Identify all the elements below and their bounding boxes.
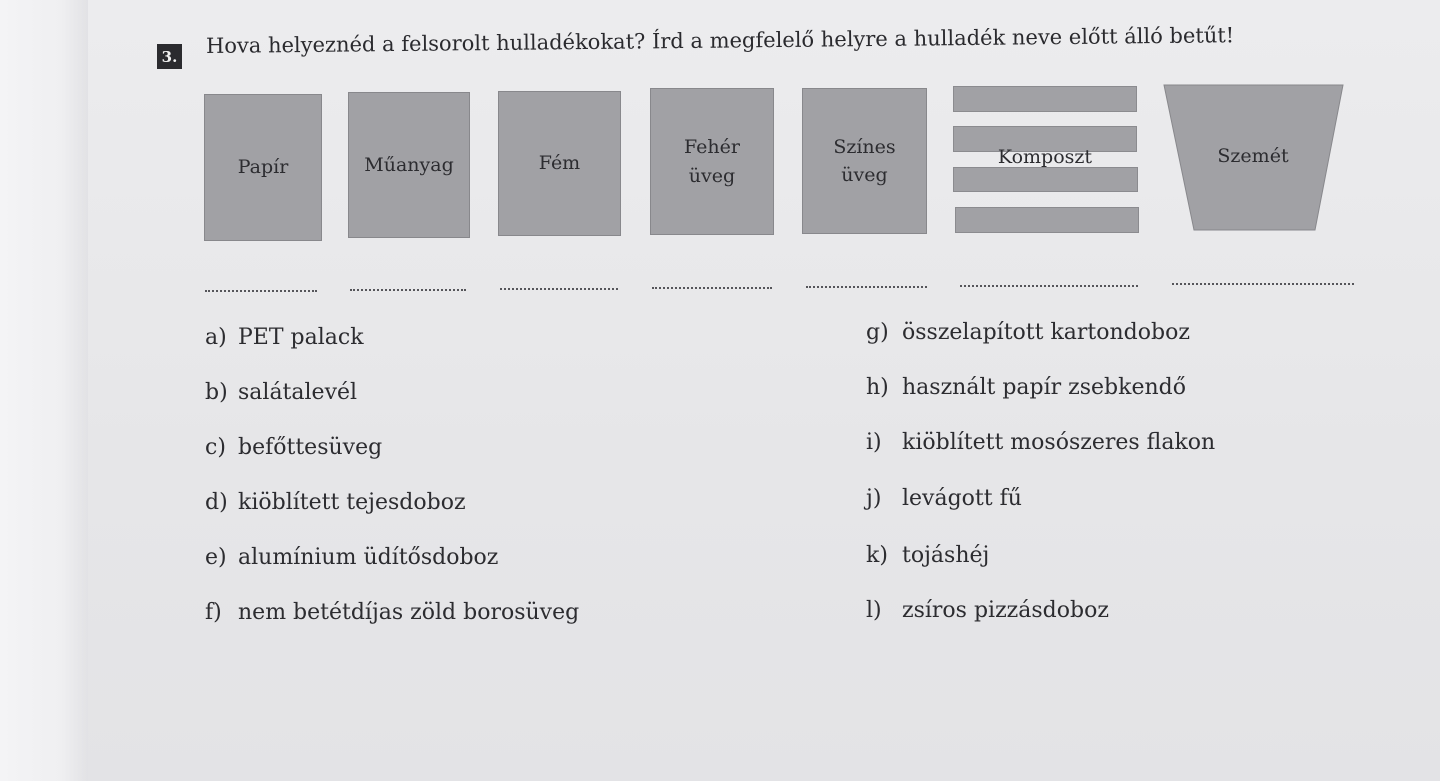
list-item — [866, 320, 1190, 345]
bin-label-muanyag: Műanyag — [364, 153, 454, 176]
item-letter: c) — [205, 435, 226, 460]
item-letter: l) — [866, 598, 882, 623]
list-item — [866, 543, 989, 568]
bin-papir — [204, 94, 322, 241]
list-item — [866, 430, 1215, 455]
compost-bar-1 — [953, 86, 1137, 112]
bin-fem — [498, 91, 621, 236]
item-text: tojáshéj — [902, 543, 990, 568]
bin-label-feher-line1: Fehér — [684, 136, 740, 158]
item-letter: a) — [205, 325, 227, 350]
task-question: Hova helyeznéd a felsorolt hulladékokat? Írd a megfelelő helyre a hulladék neve előtt álló betűt! — [205, 23, 1235, 58]
item-text: nem betétdíjas zöld borosüveg — [238, 600, 580, 625]
item-text: összelapított kartondoboz — [902, 320, 1190, 345]
bin-label-szemet: Szemét — [1217, 145, 1289, 167]
bin-label-komposzt: Komposzt — [997, 146, 1093, 168]
bin-label-szines-line1: Színes — [833, 135, 896, 158]
item-text: kiöblített mosószeres flakon — [902, 430, 1216, 455]
answer-line-feher-uveg[interactable] — [652, 287, 772, 289]
bin-label-fem: Fém — [538, 152, 581, 175]
item-text: zsíros pizzásdoboz — [902, 598, 1109, 623]
list-item — [866, 486, 1022, 511]
item-letter: j) — [866, 486, 882, 511]
list-item — [205, 325, 364, 350]
item-letter: e) — [205, 545, 227, 570]
answer-line-muanyag[interactable] — [350, 289, 466, 291]
list-item — [205, 435, 382, 460]
item-text: befőttesüveg — [238, 435, 383, 460]
answer-line-komposzt[interactable] — [960, 285, 1138, 287]
item-text: PET palack — [238, 325, 364, 350]
bin-label-szines-uveg — [833, 133, 895, 190]
item-text: levágott fű — [902, 486, 1022, 511]
item-letter: g) — [866, 320, 889, 345]
bin-feher-uveg — [650, 88, 774, 235]
answer-line-szemet[interactable] — [1172, 283, 1354, 285]
item-letter: i) — [866, 430, 882, 455]
list-item — [205, 490, 466, 515]
item-letter: f) — [205, 600, 222, 625]
item-letter: b) — [205, 380, 228, 405]
item-text: salátalevél — [238, 380, 358, 405]
bin-szines-uveg — [802, 88, 927, 234]
item-text: kiöblített tejesdoboz — [238, 490, 466, 515]
task-number-badge: 3. — [157, 44, 182, 69]
answer-line-fem[interactable] — [500, 288, 618, 290]
page-margin-strip — [0, 0, 88, 781]
answer-line-szines-uveg[interactable] — [806, 286, 927, 288]
list-item — [866, 375, 1186, 400]
list-item — [205, 545, 498, 570]
item-letter: k) — [866, 543, 888, 568]
item-letter: h) — [866, 375, 889, 400]
list-item — [205, 600, 579, 625]
bin-label-szines-line2: üveg — [841, 164, 888, 186]
item-text: használt papír zsebkendő — [902, 375, 1186, 400]
list-item — [205, 380, 357, 405]
item-letter: d) — [205, 490, 228, 515]
bin-muanyag — [348, 92, 470, 238]
answer-line-papir[interactable] — [205, 290, 317, 292]
list-item — [866, 598, 1109, 623]
bin-label-papir: Papír — [237, 156, 289, 179]
bin-label-feher-line2: üveg — [688, 164, 736, 187]
compost-bar-3 — [953, 167, 1138, 192]
item-text: alumínium üdítősdoboz — [238, 545, 499, 570]
bin-label-feher-uveg — [684, 133, 740, 190]
compost-bar-4 — [955, 207, 1139, 233]
